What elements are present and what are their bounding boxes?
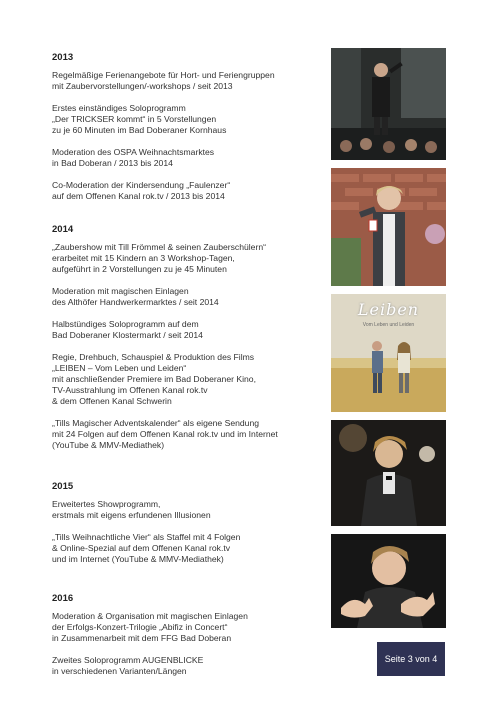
entry-text: „Tills Weihnachtliche Vier“ als Staffel mit 4 Folgen & Online-Spezial auf dem Offenen Kanal rok.tv und im Internet (YouTube & MMV-Mediathek) bbox=[52, 532, 241, 564]
entry-text: Co-Moderation der Kindersendung „Faulenzer“ auf dem Offenen Kanal rok.tv / 2013 bis 2014 bbox=[52, 180, 231, 201]
entry-text: Erweitertes Showprogramm, erstmals mit eigens erfundenen Illusionen bbox=[52, 499, 211, 520]
entry-text: „Tills Magischer Adventskalender“ als eigene Sendung mit 24 Folgen auf dem Offenen Kanal rok.tv und im Internet (YouTube & MMV-Mediathek) bbox=[52, 418, 278, 450]
entry-text: Zweites Soloprogramm AUGENBLICKE in verschiedenen Varianten/Längen bbox=[52, 655, 204, 676]
hand-gesture-photo bbox=[331, 534, 446, 628]
year-heading: 2016 bbox=[52, 593, 74, 604]
entry-text: Moderation mit magischen Einlagen des Althöfer Handwerkermarktes / seit 2014 bbox=[52, 286, 219, 307]
year-heading: 2015 bbox=[52, 481, 74, 492]
section-2013 bbox=[52, 52, 322, 202]
section-2015 bbox=[52, 481, 322, 565]
year-heading: 2013 bbox=[52, 52, 74, 63]
entry-text: Moderation & Organisation mit magischen Einlagen der Erfolgs-Konzert-Trilogie „Abifiz in Concert“ in Zusammenarbeit mit dem FFG Bad Doberan bbox=[52, 611, 248, 643]
year-heading: 2014 bbox=[52, 224, 74, 235]
section-2016 bbox=[52, 593, 322, 677]
film-poster bbox=[331, 294, 446, 412]
stage-performance-photo bbox=[331, 48, 446, 160]
portrait-stage-photo bbox=[331, 420, 446, 526]
entry-text: Moderation des OSPA Weihnachtsmarktes in Bad Doberan / 2013 bis 2014 bbox=[52, 147, 215, 168]
entry-text: Regelmäßige Ferienangebote für Hort- und Feriengruppen mit Zaubervorstellungen/-workshops / seit 2013 bbox=[52, 70, 275, 91]
poster-subtitle: Vom Leben und Leiden bbox=[362, 322, 415, 328]
section-2014 bbox=[52, 224, 322, 451]
poster-title: Leiben bbox=[357, 300, 420, 319]
entry-text: „Zaubershow mit Till Frömmel & seinen Zauberschülern“ erarbeitet mit 15 Kindern an 3 Workshop-Tagen, aufgeführt in 2 Vorstellungen zu je 45 Minuten bbox=[52, 242, 266, 274]
page-number-badge: Seite 3 von 4 bbox=[377, 642, 445, 676]
entry-text: Halbstündiges Soloprogramm auf dem Bad Doberaner Klostermarkt / seit 2014 bbox=[52, 319, 203, 340]
card-trick-photo bbox=[331, 168, 446, 286]
entry-text: Regie, Drehbuch, Schauspiel & Produktion des Films „LEIBEN – Vom Leben und Leiden“ mit anschließender Premiere im Bad Doberaner Kino, TV-Ausstrahlung im Offenen Kanal rok.tv & dem Offenen Kanal Schwerin bbox=[52, 352, 256, 406]
entry-text: Erstes einständiges Soloprogramm „Der TRICKSER kommt“ in 5 Vorstellungen zu je 60 Minuten im Bad Doberaner Kornhaus bbox=[52, 103, 227, 135]
cv-timeline bbox=[52, 52, 322, 677]
